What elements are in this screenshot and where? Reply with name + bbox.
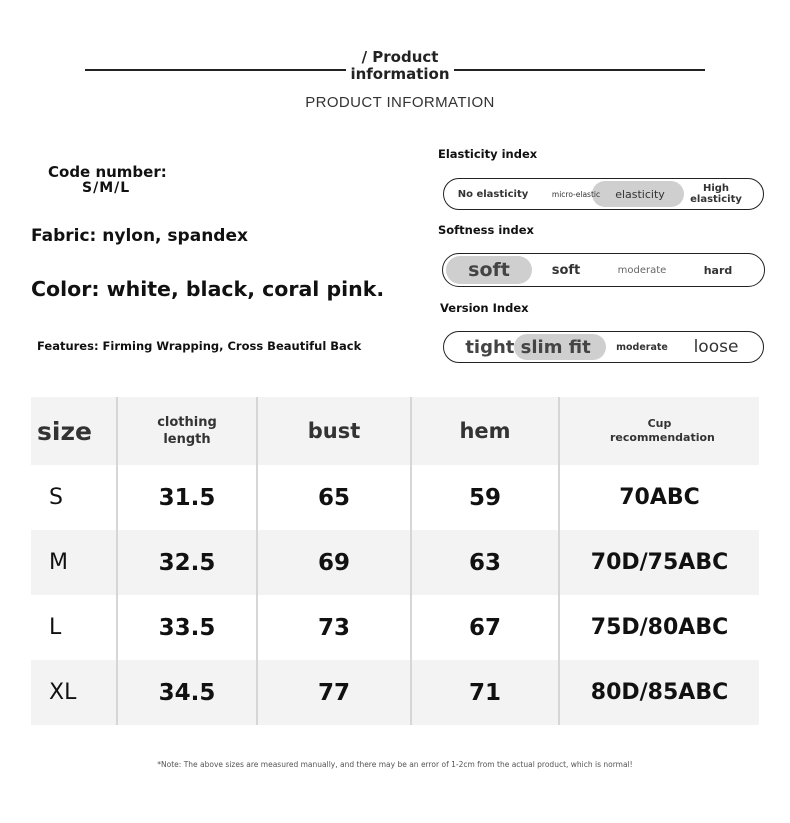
bust-cell: 69 [257, 530, 411, 595]
size-cell: L [49, 615, 62, 640]
elasticity-scale [443, 178, 764, 210]
size-cell: XL [31, 660, 117, 725]
cup-cell: 70ABC [559, 465, 759, 530]
softness-option-moderate: moderate [617, 264, 667, 276]
hem-cell: 59 [411, 465, 559, 530]
measurement-note: *Note: The above sizes are measured manually, and there may be an error of 1-2cm from the actual product, which is normal! [157, 760, 633, 769]
elasticity-option-high: High elasticity [690, 183, 742, 205]
version-option-moderate: moderate [616, 341, 668, 353]
bust-cell: 77 [257, 660, 411, 725]
version-option-loose: loose [693, 336, 739, 357]
softness-scale [442, 253, 765, 287]
cup-cell: 75D/80ABC [559, 595, 759, 660]
page-title-line1: / Product [346, 49, 454, 66]
length-cell: 34.5 [117, 660, 257, 725]
table-row [31, 595, 759, 660]
table-row [31, 465, 759, 530]
length-cell: 31.5 [117, 465, 257, 530]
code-number-label: Code number: [48, 163, 167, 181]
fabric-text: Fabric: nylon, spandex [31, 226, 248, 246]
elasticity-option-elasticity: elasticity [615, 187, 665, 201]
bust-cell: 65 [257, 465, 411, 530]
hem-cell: 63 [411, 530, 559, 595]
length-cell: 33.5 [117, 595, 257, 660]
softness-option-soft-selected: soft [468, 258, 510, 281]
table-header-row [31, 397, 759, 465]
softness-option-soft: soft [551, 262, 581, 278]
cup-cell: 70D/75ABC [559, 530, 759, 595]
table-row [31, 660, 759, 725]
length-cell: 32.5 [117, 530, 257, 595]
version-index-title: Version Index [440, 301, 529, 315]
header-cup-recommendation: Cup recommendation [559, 397, 759, 465]
elasticity-option-micro: micro-elastic [551, 189, 601, 199]
features-text: Features: Firming Wrapping, Cross Beautiful Back [37, 339, 362, 353]
size-cell: S [49, 485, 63, 510]
hem-cell: 71 [411, 660, 559, 725]
elasticity-index-title: Elasticity index [438, 147, 538, 161]
hem-cell: 67 [411, 595, 559, 660]
softness-option-hard: hard [703, 263, 733, 277]
header-bust: bust [257, 397, 411, 465]
softness-index-title: Softness index [438, 223, 534, 237]
elasticity-option-no: No elasticity [457, 188, 529, 200]
header-size: size [31, 397, 117, 465]
bust-cell: 73 [257, 595, 411, 660]
page-title-line2: information [346, 66, 454, 83]
table-row [31, 530, 759, 595]
size-cell: M [31, 530, 117, 595]
version-scale [443, 331, 764, 363]
header-clothing-length: clothing length [117, 397, 257, 465]
version-option-tight: tight slim fit [465, 336, 591, 358]
color-text: Color: white, black, coral pink. [31, 277, 385, 301]
page-title [300, 49, 500, 83]
code-number-value: S/M/L [82, 180, 131, 196]
size-table [31, 397, 759, 725]
cup-cell: 80D/85ABC [559, 660, 759, 725]
page-subtitle: PRODUCT INFORMATION [305, 94, 495, 111]
header-hem: hem [411, 397, 559, 465]
